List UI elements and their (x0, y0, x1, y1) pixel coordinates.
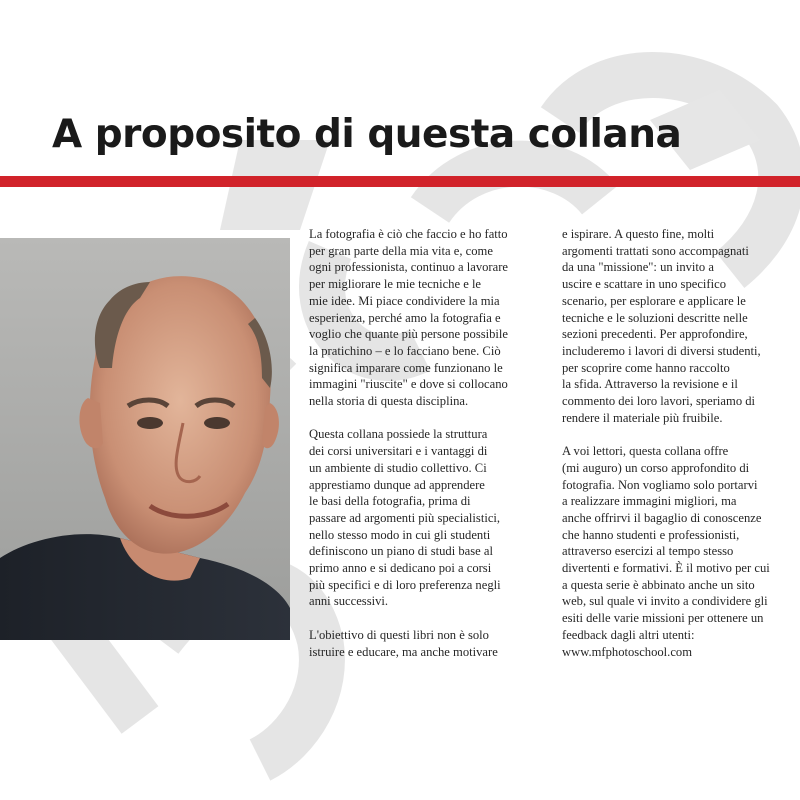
text-column-left (309, 226, 545, 677)
paragraph: L'obiettivo di questi libri non è solo istruire e educare, ma anche motivare (309, 627, 498, 659)
page-title: A proposito di questa collana (52, 112, 682, 157)
paragraph: A voi lettori, questa collana offre (mi auguro) un corso approfondito di fotografia. Non vogliamo solo portarvi a realizzare immagini migliori, ma anche offrirvi il bagaglio di conoscenze che hanno studenti e professionisti, attraverso esercizi al tempo stesso divertenti e formativi. È il motivo per cui a questa serie è abbinato anche un sito web, sul quale vi invito a condividere gli esiti delle varie missioni per ottenere un feedback dagli altri utenti: www.mfphotoschool.com (562, 444, 770, 659)
paragraph: La fotografia è ciò che faccio e ho fatto per gran parte della mia vita e, come ogni professionista, continuo a lavorare per migliorare le mie tecniche e le mie idee. Mi piace condividere la mia esperienza, perché amo la fotografia e voglio che quante più persone possibile la pratichino – e lo facciano bene. Ciò significa imparare come funzionano le immagini "riuscite" e dove si collocano nella storia di questa disciplina. (309, 227, 509, 409)
author-portrait-photo (0, 238, 290, 640)
paragraph: Questa collana possiede la struttura dei corsi universitari e i vantaggi di un ambiente di studio collettivo. Ci apprestiamo dunque ad apprendere le basi della fotografia, prima di passare ad argomenti più specialistici, nello stesso modo in cui gli studenti definiscono un piano di studi base al primo anno e si dedicano poi a corsi più specifici e di loro preferenza negli anni successivi. (309, 427, 501, 609)
text-column-right (562, 226, 798, 677)
title-underline-rule (0, 176, 800, 187)
paragraph: e ispirare. A questo fine, molti argomenti trattati sono accompagnati da una "missione": un invito a uscire e scattare in uno specifico scenario, per esplorare e applicare le tecniche e le soluzioni descritte nelle sezioni precedenti. Per approfondire, includeremo i lavori di diversi studenti, per scoprire come hanno raccolto la sfida. Attraverso la revisione e il commento dei loro lavori, speriamo di rendere il materiale più fruibile. (562, 227, 761, 425)
